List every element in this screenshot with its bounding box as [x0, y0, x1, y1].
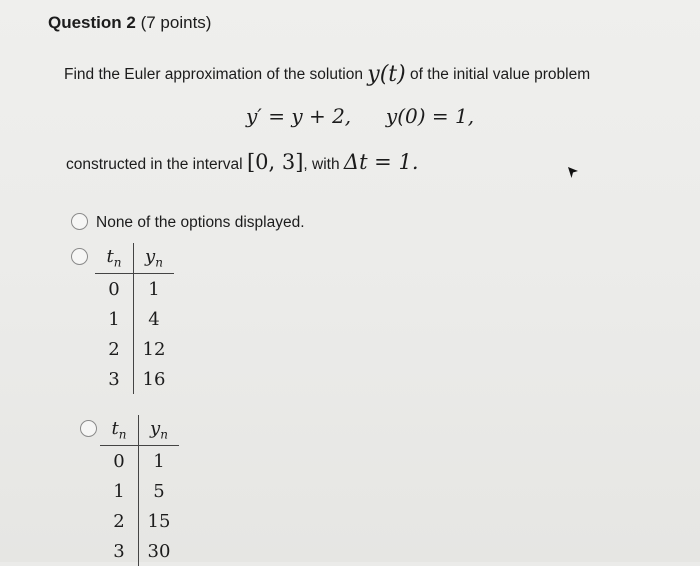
table-row [100, 506, 179, 536]
cell-y: 12 [142, 338, 166, 360]
cell-t: 2 [95, 334, 134, 364]
interval-value: [0, 3] [246, 150, 304, 174]
table-row [100, 446, 179, 477]
cell-y: 15 [147, 510, 171, 532]
cell-t: 3 [100, 536, 139, 566]
option-none-label: None of the options displayed. [96, 214, 305, 231]
ode-expression: y′ = y + 2, [246, 104, 352, 128]
header-t: $t_n$ [100, 415, 139, 446]
option-table-b-radio[interactable] [71, 248, 88, 265]
option-table-b [95, 243, 174, 394]
cell-t: 3 [95, 364, 134, 394]
cell-t: 1 [95, 304, 134, 334]
header-t: $t_n$ [95, 243, 134, 274]
table-row [95, 334, 174, 364]
cell-y: 5 [153, 480, 165, 502]
prompt-text-before: Find the Euler approximation of the solution [64, 66, 363, 83]
question-prompt [64, 60, 590, 85]
table-row [95, 274, 174, 305]
step-size: Δt = 1. [343, 150, 419, 174]
cell-t: 1 [100, 476, 139, 506]
table-row [100, 476, 179, 506]
cell-y: 16 [142, 368, 166, 390]
header-y: $y_n$ [139, 415, 180, 446]
cell-y: 30 [147, 540, 171, 562]
option-none-radio[interactable] [71, 213, 88, 230]
cell-t: 2 [100, 506, 139, 536]
cell-y: 1 [148, 278, 160, 300]
question-number: Question 2 [48, 13, 136, 32]
option-table-c [100, 415, 179, 566]
cell-y: 1 [153, 450, 165, 472]
table-header [95, 243, 174, 274]
table-row [95, 364, 174, 394]
cell-t: 0 [100, 446, 139, 477]
ode-equation [246, 104, 474, 128]
interval-statement [66, 150, 419, 174]
cell-y: 4 [148, 308, 160, 330]
interval-text-mid: , with [303, 156, 340, 173]
question-points: (7 points) [140, 13, 212, 32]
option-table-c-radio[interactable] [80, 420, 97, 437]
table-row [95, 304, 174, 334]
cell-t: 0 [95, 274, 134, 305]
interval-text-before: constructed in the interval [66, 156, 243, 173]
table-header [100, 415, 179, 446]
header-y: $y_n$ [134, 243, 175, 274]
prompt-text-after: of the initial value problem [410, 66, 591, 83]
question-header [48, 13, 211, 33]
prompt-function: y(t) [367, 62, 406, 87]
initial-condition: y(0) = 1, [385, 104, 475, 128]
